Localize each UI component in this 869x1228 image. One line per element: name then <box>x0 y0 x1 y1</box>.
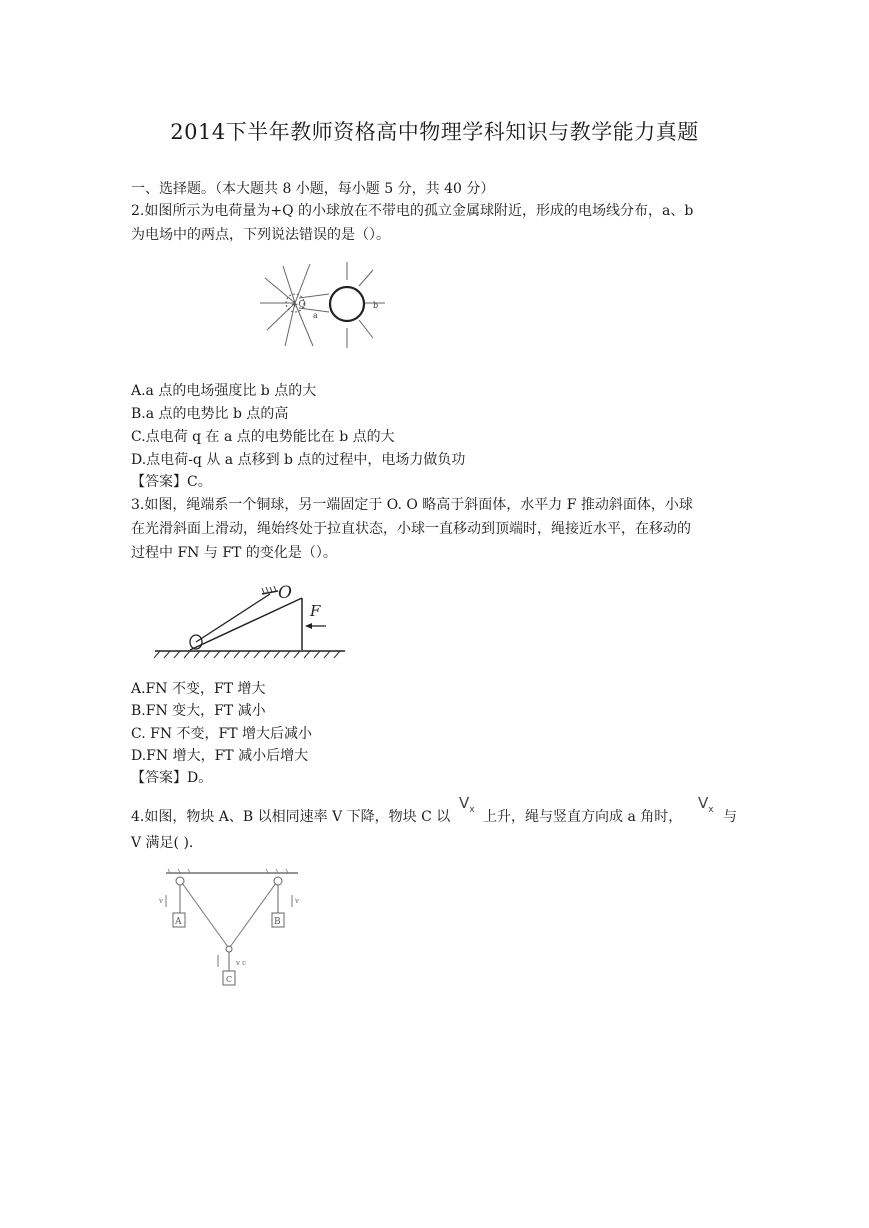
point-a-label: a <box>313 311 318 320</box>
q4-stem-line2: V 满足( ). <box>131 835 194 851</box>
q3-option-b: B.FN 变大，FT 减小 <box>131 703 266 719</box>
q2-electric-field-figure <box>255 258 415 358</box>
q4-stem-line1c: 与 <box>723 809 737 825</box>
point-b-label: b <box>373 301 379 310</box>
q4-stem-line1a: 4.如图，物块 A、B 以相同速率 V 下降，物块 C 以 <box>131 809 451 825</box>
point-o-label: O <box>278 583 292 603</box>
block-c-label: C <box>226 975 233 984</box>
q4-pulley-figure <box>158 865 308 990</box>
q3-incline-figure <box>150 578 350 663</box>
vx-symbol-2: $V_x$ <box>698 794 714 815</box>
q2-stem-line1: 2.如图所示为电荷量为+Q 的小球放在不带电的孤立金属球附近，形成的电场线分布，a、b <box>131 203 694 219</box>
q3-option-d: D.FN 增大，FT 减小后增大 <box>131 748 309 764</box>
block-a-label: A <box>175 917 182 927</box>
force-f-label: F <box>310 602 321 620</box>
charge-label: +Q <box>291 300 306 310</box>
q2-answer: 【答案】C。 <box>131 474 212 490</box>
velocity-b-label: v <box>295 897 299 905</box>
q3-stem-line1: 3.如图，绳端系一个铜球，另一端固定于 O. O 略高于斜面体，水平力 F 推动斜面体，小球 <box>131 497 693 513</box>
q3-option-c: C. FN 不变，FT 增大后减小 <box>131 726 313 742</box>
q3-stem-line2: 在光滑斜面上滑动，绳始终处于拉直状态，小球一直移动到顶端时，绳接近水平，在移动的 <box>131 521 691 537</box>
section-heading: 一、选择题。（本大题共 8 小题，每小题 5 分，共 40 分） <box>131 181 495 197</box>
q2-option-d: D.点电荷-q 从 a 点移到 b 点的过程中，电场力做负功 <box>131 452 466 468</box>
q3-option-a: A.FN 不变，FT 增大 <box>131 681 266 697</box>
q2-option-a: A.a 点的电场强度比 b 点的大 <box>131 383 317 399</box>
block-b-label: B <box>274 917 281 927</box>
q3-answer: 【答案】D。 <box>131 770 213 786</box>
q3-stem-line3: 过程中 FN 与 FT 的变化是（）。 <box>131 545 337 561</box>
vx-symbol-1: $V_x$ <box>459 794 475 815</box>
velocity-c-label: v c <box>236 959 247 967</box>
velocity-a-label: v <box>159 897 163 905</box>
q2-option-b: B.a 点的电势比 b 点的高 <box>131 406 289 422</box>
q2-option-c: C.点电荷 q 在 a 点的电势能比在 b 点的大 <box>131 429 395 445</box>
q4-stem-line1b: 上升，绳与竖直方向成 a 角时， <box>483 809 683 825</box>
q2-stem-line2: 为电场中的两点，下列说法错误的是（）。 <box>131 227 390 243</box>
page-title: 2014下半年教师资格高中物理学科知识与教学能力真题 <box>170 120 699 144</box>
